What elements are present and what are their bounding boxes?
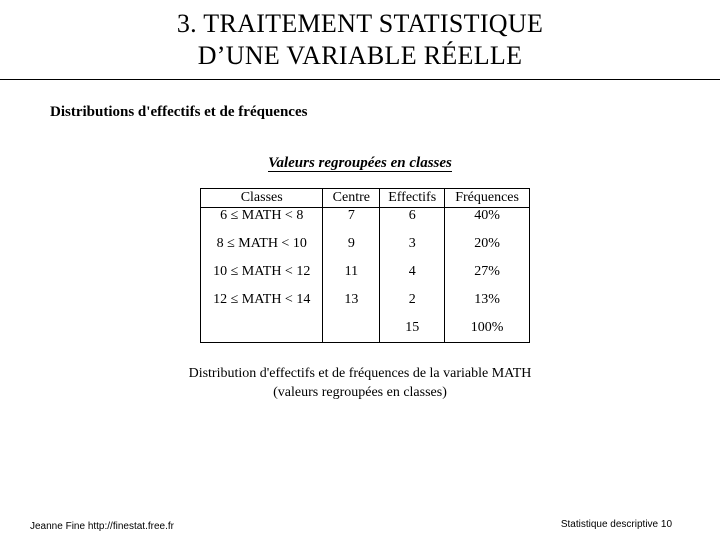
footer-author: Jeanne Fine http://finestat.free.fr — [30, 521, 174, 532]
cell-effectif: 4 — [380, 258, 445, 286]
total-centre — [323, 314, 380, 343]
table-row — [201, 286, 530, 314]
cell-frequence: 27% — [445, 258, 530, 286]
cell-centre: 13 — [323, 286, 380, 314]
title-divider — [0, 79, 720, 80]
section-heading: Distributions d'effectifs et de fréquences — [50, 104, 308, 120]
cell-effectif: 2 — [380, 286, 445, 314]
table-header-row — [201, 189, 530, 208]
cell-effectif: 3 — [380, 230, 445, 258]
header-effectifs: Effectifs — [380, 189, 445, 208]
cell-centre: 9 — [323, 230, 380, 258]
table-row — [201, 258, 530, 286]
cell-frequence: 20% — [445, 230, 530, 258]
cell-centre: 11 — [323, 258, 380, 286]
total-frequences: 100% — [445, 314, 530, 343]
cell-centre: 7 — [323, 208, 380, 231]
header-centre: Centre — [323, 189, 380, 208]
cell-class: 10 ≤ MATH < 12 — [201, 258, 323, 286]
table-caption — [0, 364, 720, 402]
title-line-2: D’UNE VARIABLE RÉELLE — [197, 41, 523, 70]
subheading-text: Valeurs regroupées en classes — [268, 155, 452, 171]
cell-class: 12 ≤ MATH < 14 — [201, 286, 323, 314]
caption-line-1: Distribution d'effectifs et de fréquences de la variable MATH — [188, 366, 532, 381]
cell-frequence: 13% — [445, 286, 530, 314]
table-subheading — [0, 155, 720, 172]
header-classes: Classes — [201, 189, 323, 208]
title-line-1: 3. TRAITEMENT STATISTIQUE — [176, 9, 544, 38]
total-effectifs: 15 — [380, 314, 445, 343]
cell-class: 6 ≤ MATH < 8 — [201, 208, 323, 231]
cell-effectif: 6 — [380, 208, 445, 231]
frequency-table — [200, 188, 530, 343]
cell-class: 8 ≤ MATH < 10 — [201, 230, 323, 258]
total-class — [201, 314, 323, 343]
page-title — [0, 8, 720, 72]
table-totals-row — [201, 314, 530, 343]
table-row — [201, 208, 530, 231]
cell-frequence: 40% — [445, 208, 530, 231]
header-frequences: Fréquences — [445, 189, 530, 208]
footer-page-label: Statistique descriptive 10 — [560, 519, 672, 530]
table-row — [201, 230, 530, 258]
caption-line-2: (valeurs regroupées en classes) — [273, 385, 447, 400]
